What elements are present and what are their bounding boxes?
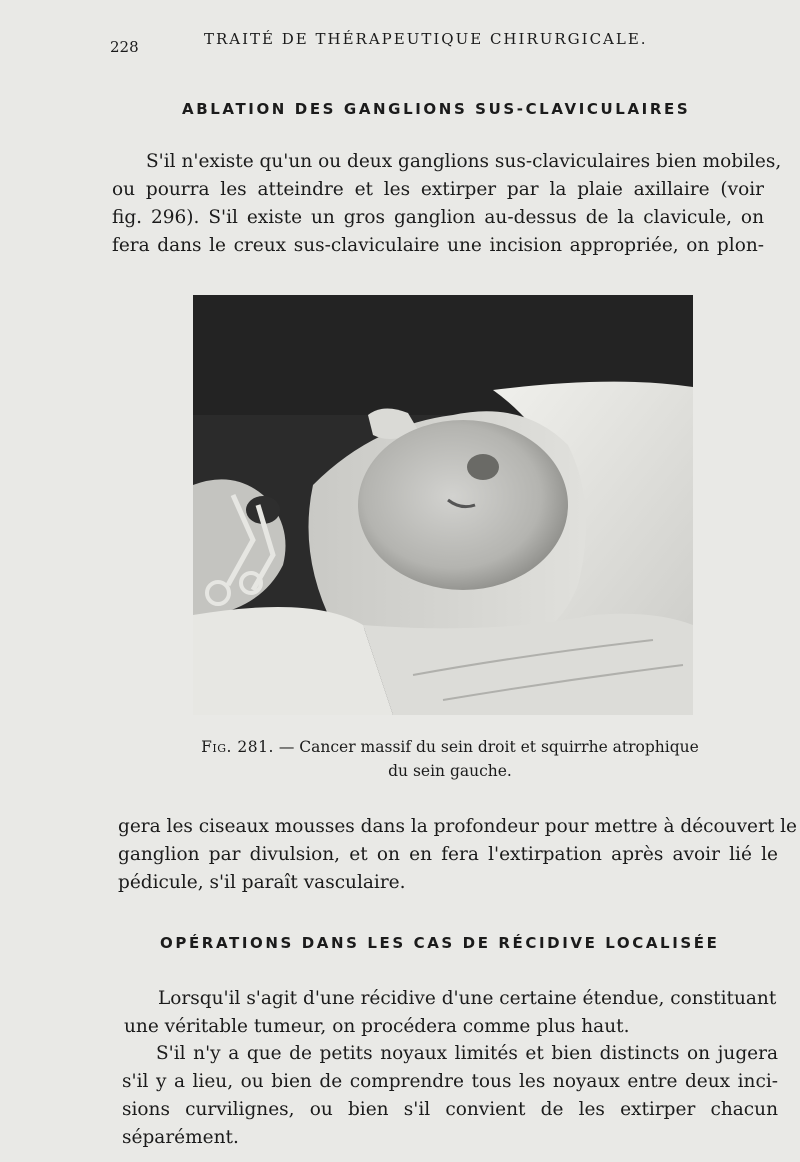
caption-text: — Cancer massif du sein droit et squirrhe atrophique (278, 738, 699, 756)
text-line: sions curvilignes, ou bien s'il convient de les extirper chacun (122, 1099, 778, 1120)
text-line: S'il n'existe qu'un ou deux ganglions sus-claviculaires bien mobiles, (146, 151, 782, 172)
text-line: une véritable tumeur, on procédera comme plus haut. (124, 1016, 630, 1037)
text-line: gera les ciseaux mousses dans la profondeur pour mettre à découvert le (118, 816, 797, 837)
figure-photograph (193, 295, 693, 715)
running-title: TRAITÉ DE THÉRAPEUTIQUE CHIRURGICALE. (204, 30, 648, 48)
section-heading-ablation: ABLATION DES GANGLIONS SUS-CLAVICULAIRES (182, 100, 691, 118)
caption-line: du sein gauche. (388, 762, 512, 780)
text-line: fera dans le creux sus-claviculaire une incision appropriée, on plon- (112, 235, 764, 256)
figure-label: Fig. 281. (201, 738, 274, 756)
section-heading-recidive: OPÉRATIONS DANS LES CAS DE RÉCIDIVE LOCALISÉE (160, 934, 720, 952)
paragraph-ablation (112, 148, 782, 260)
text-line: s'il y a lieu, ou bien de comprendre tous les noyaux entre deux inci- (122, 1071, 778, 1092)
caption-line (190, 735, 710, 759)
text-line: S'il n'y a que de petits noyaux limités et bien distincts on jugera (156, 1043, 778, 1064)
paragraph-recidive-1 (124, 985, 776, 1041)
text-line: ou pourra les atteindre et les extirper par la plaie axillaire (voir (112, 179, 764, 200)
figure-caption (190, 735, 710, 783)
text-line: ganglion par divulsion, et on en fera l'extirpation après avoir lié le (118, 844, 778, 865)
text-line: pédicule, s'il paraît vasculaire. (118, 872, 406, 893)
paragraph-continuation (118, 813, 797, 897)
text-line: séparément. (122, 1127, 239, 1148)
paragraph-recidive-2 (122, 1040, 778, 1152)
text-line: Lorsqu'il s'agit d'une récidive d'une certaine étendue, constituant (158, 988, 777, 1009)
running-head (0, 26, 800, 56)
page-number: 228 (110, 38, 139, 56)
patient-photograph (193, 295, 693, 715)
text-line: fig. 296). S'il existe un gros ganglion au-dessus de la clavicule, on (112, 207, 764, 228)
